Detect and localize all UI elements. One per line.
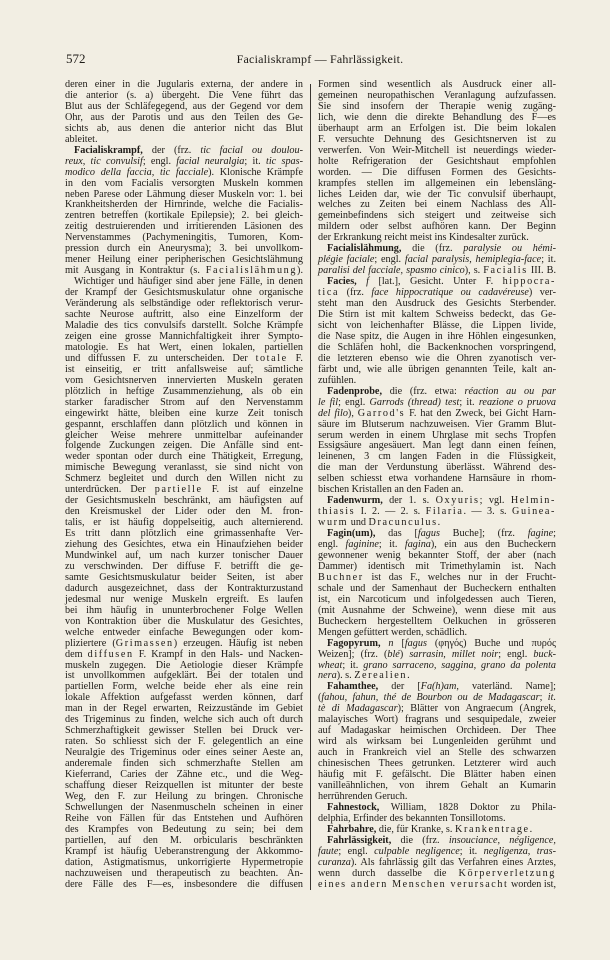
- text-run: William, 1828 Doktor zu Phila-: [379, 801, 556, 813]
- entry-headword: Facialiskrampf,: [74, 144, 143, 156]
- text-run: zeigen eine grosse Mannichfaltigkeit ihrer Sympto-: [65, 330, 303, 342]
- text-run: Wichtiger und häufiger sind aber jene Fälle, in denen: [74, 276, 303, 288]
- running-title: Facialiskrampf — Fahrlässigkeit.: [236, 52, 404, 66]
- italic-term: reux, tic convulsif: [65, 155, 143, 167]
- text-run: die (frz.: [391, 834, 449, 846]
- italic-term: tic spas-: [266, 155, 303, 167]
- text-run: das [: [375, 528, 418, 540]
- text-run: färbt und, wie alle übrigen genannten Teile, kalt an-: [318, 363, 556, 375]
- text-run: ). s.: [336, 670, 355, 682]
- text-run: bei ihm häufig in ununterbrochener Folge Wellen: [65, 604, 303, 616]
- entry-headword: Fahrlässigkeit,: [327, 834, 392, 846]
- text-run: pression durch ein Aneurysma); 3. bei unvollkom-: [65, 243, 303, 255]
- text-run: Ohr, aus der Parotis und aus den Teilen des Ge-: [65, 111, 303, 123]
- text-run: gespannt, erschlaffen dann plötzlich und können in: [65, 418, 303, 430]
- text-run: partiellen, auf den M. orbicularis beschränkten: [65, 834, 303, 846]
- text-run: herrührenden Geruch.: [318, 790, 408, 802]
- text-run: ; engl.: [338, 396, 370, 408]
- text-run: zufühlen.: [318, 374, 357, 386]
- text-run: ; engl.: [338, 845, 375, 857]
- text-run: mimische Bewegung veranlasst, sie sind nicht von: [65, 462, 303, 474]
- text-run: jedesmal nur wenige Muskeln ergreift. Es laufen: [65, 593, 303, 605]
- spaced-reference: totale: [255, 352, 288, 364]
- text-run: Veränderung als selbständige oder reflektorisch verur-: [65, 298, 303, 310]
- text-run: (: [318, 692, 322, 704]
- spaced-reference: Grimassen: [115, 637, 174, 649]
- text-run: ;: [539, 692, 548, 704]
- text-run: die letzteren ebenso wie die Ohren zyanotisch ver-: [318, 352, 556, 364]
- text-run: Es tritt dann plötzlich eine grimassenhafte Ver-: [65, 528, 303, 540]
- text-run: Weg, den F. zur Heilung zu bringen. Chronische: [65, 790, 303, 802]
- spaced-reference: partielle: [154, 484, 203, 496]
- text-run: folgende Zuckungen zeigen. Die Anfälle sind ent-: [65, 440, 303, 452]
- spaced-reference: hippocra-: [502, 276, 556, 288]
- entry-headword: Facialislähmung,: [327, 243, 402, 255]
- text-run: den Kreismuskel der Lider oder den M. fron-: [65, 506, 303, 518]
- text-run: neben Parese oder Lähmung dieser Muskeln vor: 1. bei: [65, 188, 303, 200]
- entry-headword: Fahamthee,: [327, 681, 379, 693]
- text-run: deren einer in die Jugularis externa, der andere in: [65, 79, 303, 90]
- text-run: talis, er ist häufig doppelseitig, auch alternierend.: [65, 517, 303, 529]
- text-run: überhaupt arm an Erfolgen ist. Die beim lokalen: [318, 122, 556, 134]
- italic-term: curanza: [318, 856, 351, 868]
- text-run: .: [529, 823, 533, 835]
- italic-term: le fil: [318, 396, 339, 408]
- text-run: Die Stirn ist mit kaltem Schweiss bedeckt, das Ge-: [318, 309, 556, 321]
- text-run: Weizen]; (frz. (: [318, 648, 388, 660]
- entry-headword: Fahrbahre,: [327, 823, 377, 835]
- italic-term: tè di Madagascar: [318, 703, 398, 715]
- text-run: .: [407, 670, 410, 682]
- italic-term: fahou, fahun, thé de Bourbon ou de Madagascar: [321, 692, 540, 704]
- entry-headword: Facies,: [327, 276, 357, 288]
- text-run: ; it.: [342, 659, 364, 671]
- text-run: matologie. Es hat Wert, einen lokalen, partiellen: [65, 341, 303, 353]
- text-run: mit Ausgang in Kontraktur (s.: [65, 265, 206, 277]
- italic-term: faute: [318, 845, 339, 857]
- text-run: , vaterländ. Name];: [456, 681, 557, 693]
- text-run: die Schläfen hohl, die Backenknochen vorspringend,: [318, 341, 556, 353]
- text-run: der (frz.: [142, 144, 201, 156]
- text-run: Buche]; (frz.: [439, 528, 528, 540]
- italic-term: f: [366, 276, 369, 288]
- italic-term: paralisi del facciale, spasmo cinico: [318, 265, 465, 277]
- spaced-reference: tica: [318, 287, 340, 299]
- text-run: verwerfen. Von Weir-Mitchell ist neuerdings wieder-: [318, 144, 556, 156]
- text-run: Neuralgie des Trigeminus oder eines seiner Aeste an,: [65, 747, 303, 759]
- text-run: Maladie des tics convulsifs darstellt. Solche Krämpfe: [65, 319, 303, 331]
- italic-term: wheat: [318, 659, 343, 671]
- text-run: muskeln zugegen. Die Aetiologie dieser Krämpfe: [65, 659, 303, 671]
- text-run: pliziertere (: [65, 637, 116, 649]
- text-run: serum werden in einem Uhrglase mit sechs Tropfen: [318, 429, 556, 441]
- text-run: lokale Affektion aufgefasst werden können, darf: [65, 692, 303, 704]
- italic-term: sarrasin, millet noir: [409, 648, 499, 660]
- text-run: ; it.: [378, 539, 405, 551]
- text-run: der Krampf der Gesichtsmuskulatur ohne organische: [65, 287, 303, 299]
- text-run: der 1. s.: [382, 495, 436, 507]
- text-run: samte Gesichtsmuskulatur beider Seiten, ist aber: [65, 571, 303, 583]
- text-run: wird als wirksam bei Lungenleiden gerühmt und: [318, 736, 556, 748]
- text-run: F. ist auf einzelne: [202, 484, 304, 496]
- text-run: III. B.: [527, 265, 556, 277]
- text-run: und diffussen F. zu unterscheiden. Der: [65, 352, 256, 364]
- text-run: der Gesichtsmuskeln beschränkt, am häufigsten auf: [65, 495, 303, 507]
- entry-headword: Fagin(um),: [327, 528, 376, 540]
- italic-term: facial paralysis, hemiplegia-face: [404, 254, 542, 266]
- text-run: gewonnener wenig bekannter Stoff, der aber (nach: [318, 549, 556, 561]
- text-run: ; it.: [541, 254, 557, 266]
- italic-term: fagus: [417, 528, 440, 540]
- italic-term: reazione o pruova: [478, 396, 556, 408]
- italic-term: modico della faccia, tic facciale: [65, 166, 209, 178]
- text-run: F.: [287, 352, 303, 364]
- text-run: die Nase spitz, die Augen in ihre Höhlen eingesunken,: [318, 330, 556, 342]
- text-run: ; engl.: [374, 254, 405, 266]
- page-number: 572: [66, 51, 86, 66]
- text-run: ; it.: [244, 155, 267, 167]
- text-run: sichts ab, aus denen die anterior nicht das Blut: [65, 122, 303, 134]
- text-line: [65, 880, 303, 891]
- text-run: Essigsäure angesäuert. Man legt dann einen feinen,: [318, 440, 556, 452]
- text-line: [65, 124, 303, 135]
- entry-headword: Fagopyrum,: [327, 637, 381, 649]
- text-run: mener Heilung einer peripherischen Gesichtslähmung: [65, 254, 303, 266]
- right-column: [318, 80, 556, 891]
- text-run: (frz.: [339, 287, 372, 299]
- text-run: sicht von leichenhafter Blässe, die Lippen livide,: [318, 319, 556, 331]
- italic-term: réaction au ou par: [464, 385, 556, 397]
- text-run: worden ist,: [508, 878, 556, 890]
- text-run: raten. So schliesst sich der F. gelegentlich an eine: [65, 736, 303, 748]
- text-run: steht man den Ausdruck des Gesichts Sterbender.: [318, 298, 556, 310]
- text-run: auch in Frankreich viel an Stelle des schwarzen: [318, 747, 556, 759]
- text-run: F. versuchte Dehnung des Gesichtsnerven ist zu: [318, 133, 556, 145]
- text-run: mildern oder selbst aufhören kann. Der Beginn: [318, 221, 556, 233]
- italic-term: culpable negligence: [374, 845, 460, 857]
- text-run: weder spontan oder durch eine Thätigkeit, Erregung,: [65, 451, 303, 463]
- text-run: des Trigeminus zu finden, welche sich auch oft durch: [65, 714, 303, 726]
- text-run: zeitig destruierenden und irritierenden Läsionen des: [65, 221, 303, 233]
- text-run: ziehung des Gesichtes, etwa ein Hinaufziehen beider: [65, 539, 303, 551]
- text-run: die anterior (s. a) übergeht. Die Vene führt das: [65, 89, 303, 101]
- text-run: welche entweder einfache Bewegungen oder kom-: [65, 626, 303, 638]
- text-run: die (frz.: [401, 243, 464, 255]
- text-run: delphia, Erfinder des bekannten Tonsillotoms.: [318, 812, 506, 824]
- spaced-reference: diffusen: [87, 648, 134, 660]
- text-run: ist einseitig, er tritt anfallsweise auf; sämtliche: [65, 363, 303, 375]
- left-column: [65, 80, 303, 891]
- text-run: säure im Blutserum nachzuweisen. Vier Gramm Blut-: [318, 418, 556, 430]
- text-run: häufig mit F. gefälscht. Die Blätter haben einen: [318, 769, 556, 781]
- text-run: krampfes stellen im allgemeinen ein lebensläng-: [318, 177, 556, 189]
- text-run: Nervenstammes (Pachymeningitis, Tumoren, Kom-: [65, 232, 303, 244]
- text-run: engl.: [318, 539, 346, 551]
- italic-term: negligenza, tras-: [483, 845, 557, 857]
- italic-term: plégie faciale: [318, 254, 375, 266]
- text-run: Schwellungen der Nasenmuscheln scheinen in einer: [65, 801, 303, 813]
- spaced-reference: Facialis: [483, 265, 528, 277]
- text-run: I. 2. — 2. s.: [355, 506, 426, 518]
- spaced-reference: Krankentrage: [455, 823, 530, 835]
- text-run: und: [348, 517, 369, 529]
- text-run: vanilleähnlichen, von ihrem Gehalt an Kumarin: [318, 780, 556, 791]
- italic-term: blé: [387, 648, 400, 660]
- text-run: .: [437, 517, 441, 529]
- text-run: ),: [347, 407, 358, 419]
- text-run: ; engl.: [498, 648, 534, 660]
- text-run: der Erkrankung reicht meist ins Kindesalter zurück.: [318, 232, 529, 244]
- spaced-reference: Facialislähmung: [205, 265, 298, 277]
- italic-term: it.: [547, 692, 556, 704]
- italic-term: n: [388, 637, 394, 649]
- italic-term: tic facial ou doulou-: [200, 144, 303, 156]
- italic-term: fagina: [404, 539, 431, 551]
- italic-term: Fa(h)am: [420, 681, 457, 693]
- text-run: schale und der Samenhaut der Bucheckern enthalten: [318, 582, 556, 594]
- text-run: chinesischen Thees getrunken. Letzterer wird auch: [318, 758, 556, 770]
- entry-headword: Fahnestock,: [327, 801, 380, 813]
- italic-term: faginine: [345, 539, 379, 551]
- text-run: leinenen, 3 cm langen Faden in die Flüssigkeit,: [318, 451, 556, 463]
- text-run: . — 3. s.: [463, 506, 512, 518]
- text-run: ; engl.: [142, 155, 177, 167]
- italic-term: nera: [318, 670, 337, 682]
- text-run: auf Madagaskar heimischen Orchideen. Der Thee: [318, 725, 556, 737]
- text-run: Bucheckern hergestelltem Oelkuchen in grösseren: [318, 615, 556, 627]
- text-run: ) erzeugen. Häufig ist neben: [173, 637, 303, 649]
- text-run: Schmerz begleitet und durch den Willen nicht zu: [65, 473, 303, 485]
- text-run: welches zu Zeiten bei einem Nachlass des All-: [318, 199, 556, 211]
- text-run: ): [399, 648, 410, 660]
- spaced-reference: Zerealien: [354, 670, 408, 682]
- text-run: selben schiesst etwa vorhandene Harnsäure in rhom-: [318, 473, 556, 485]
- text-run: ). Klonische Krämpfe: [208, 166, 303, 178]
- text-run: ), s.: [464, 265, 484, 277]
- entry-headword: Fadenprobe,: [327, 385, 383, 397]
- text-run: der [: [378, 681, 421, 693]
- text-run: ); Blätter von Angraecum (Angrek,: [397, 703, 556, 715]
- text-run: Krankheitsherden der Hirnrinde, welche die Facialis-: [65, 199, 303, 211]
- text-run: worden. — Die diffusen Formen des Gesichts-: [318, 166, 556, 178]
- spaced-reference: Dracunculus: [368, 517, 438, 529]
- entry-headword: Fadenwurm,: [327, 495, 383, 507]
- text-run: ) ver-: [528, 287, 556, 299]
- text-run: holte Refrigeration der Gesichtshaut empfohlen: [318, 155, 556, 167]
- text-run: von Kontraktion über die Muskulatur des Gesichtes,: [65, 615, 303, 627]
- text-run: [lat.], Gesicht. Unter F.: [369, 276, 503, 288]
- text-run: Reihe von Fällen für das Entstehen und Aufhören: [65, 812, 303, 824]
- text-run: schaffung dieser Reizquellen ist mitunter der beste: [65, 780, 303, 791]
- text-line: [318, 880, 556, 891]
- text-run: malayisches Wort) fragrans und sesquipedale, zweier: [318, 714, 556, 726]
- text-run: vom Gesichtsnerven innervierten Muskeln geraten: [65, 374, 303, 386]
- spaced-reference: Oxyuris: [435, 495, 480, 507]
- italic-term: grano sarraceno, saggina, grano da polenta: [363, 659, 556, 671]
- text-run: lich, wie denn die direkte Behandlung des F—es: [318, 111, 556, 123]
- text-run: dere Fälle des F—es, insbesondere die diffusen: [65, 878, 303, 890]
- text-run: die man der Verdunstung überlässt. Während des-: [318, 462, 556, 474]
- text-run: ist unvollkommen aufgeklärt. Bei der totalen und: [65, 670, 303, 682]
- text-run: Sie sind insofern der Therapie wenig zugäng-: [318, 100, 556, 112]
- spaced-reference: Garrod's: [357, 407, 406, 419]
- text-run: man in der Regel erwarten, Reizzustände im Gebiet: [65, 703, 303, 715]
- text-run: ). Als fahrlässig gilt das Verfahren eines Arztes,: [350, 856, 556, 868]
- text-run: ; it.: [459, 845, 484, 857]
- text-run: unterdrücken. Der: [65, 484, 155, 496]
- text-run: zu verschwinden. Der diffuse F. betrifft die ge-: [65, 560, 303, 572]
- text-run: ; vgl.: [479, 495, 511, 507]
- text-run: Krampf ist häufig Ueberanstrengung der Akkommo-: [65, 845, 303, 857]
- italic-term: insouciance, négligence,: [448, 834, 556, 846]
- text-run: nachzuweisen und therapeutisch zu beachten. An-: [65, 867, 303, 879]
- text-run: wenn durch dasselbe die: [318, 867, 459, 879]
- text-run: ), ein aus den Bucheckern: [430, 539, 556, 551]
- spaced-reference: wurm: [318, 517, 349, 529]
- spaced-reference: Filaria: [425, 506, 464, 518]
- text-run: starker faradischer Strom auf den Nervenstamm: [65, 396, 303, 408]
- italic-term: facial neuralgia: [176, 155, 245, 167]
- text-run: gemeinen neuropathischen Veranlagung aufzufassen.: [318, 89, 556, 101]
- text-run: Kieferrand, Caries der Zähne etc., und die Weg-: [65, 769, 303, 781]
- column-divider: [310, 84, 311, 890]
- text-run: dem: [65, 648, 88, 660]
- italic-term: fagine: [527, 528, 554, 540]
- text-run: Schmerzhaftigkeit gewisser Stellen bei Druck ver-: [65, 725, 303, 737]
- text-run: eingewirkt hätte, bleiben eine kurze Zeit tonisch: [65, 407, 303, 419]
- text-run: anderemale finden sich schmerzhafte Stellen am: [65, 758, 303, 770]
- spaced-reference: thiasis: [318, 506, 356, 518]
- spaced-reference: Guinea-: [512, 506, 557, 518]
- italic-term: buck-: [533, 648, 556, 660]
- text-run: in den vom Facialis versorgten Muskeln kommen: [65, 177, 303, 189]
- text-run: ).: [297, 265, 303, 277]
- text-run: die (frz. etwa:: [382, 385, 465, 397]
- spaced-reference: Buchner: [318, 571, 364, 583]
- text-run: ableitet.: [65, 133, 98, 145]
- italic-term: fagus: [404, 637, 427, 649]
- text-run: gleicher Weise mehrere unmittelbar aufeinander: [65, 429, 303, 441]
- text-run: liches Leiden dar, wie der Tic convulsif überhaupt,: [318, 188, 556, 200]
- text-run: bischen Kristallen an den Faden an.: [318, 484, 464, 496]
- text-run: Blut aus der Schläfegegend, aus der Gegend vor dem: [65, 100, 303, 112]
- text-run: ist das F., welches nur in der Frucht-: [363, 571, 556, 583]
- spaced-reference: eines andern Menschen verursacht: [318, 878, 509, 890]
- text-run: dadurch ausgezeichnet, dass der Kontrakturzustand: [65, 582, 303, 594]
- text-run: Dammer) identisch mit Trimethylamin ist. Nach: [318, 560, 556, 572]
- italic-term: Garrods (thread) test: [369, 396, 460, 408]
- italic-term: paralysie ou hémi-: [463, 243, 556, 255]
- text-run: des Krampfes von Bedeutung zu sein; bei dem: [65, 823, 303, 835]
- text-run: [357, 276, 366, 287]
- text-run: ist, ein Narcoticum und infolgedessen auch Tieren,: [318, 593, 556, 605]
- text-run: partiellen Form, welche beide eher als eine rein: [65, 681, 303, 693]
- spaced-reference: Helmin-: [510, 495, 556, 507]
- text-run: Mengen gefüttert werden, schädlich.: [318, 626, 468, 638]
- text-run: [: [393, 637, 405, 649]
- spaced-reference: Körperverletzung: [458, 867, 556, 879]
- text-run: plötzlich in heftige Zusammenziehung, als ob ein: [65, 385, 303, 397]
- text-run: zentren betreffen (kortikale Epilepsie); 2. bei gleich-: [65, 210, 303, 222]
- text-run: (φηγός) Buche und πυρός: [426, 637, 556, 649]
- text-run: F. Krampf in den Hals- und Nacken-: [133, 648, 303, 660]
- italic-term: del filo: [318, 407, 348, 419]
- text-run: F. hat den Zweck, bei Gicht Harn-: [405, 407, 557, 419]
- italic-term: face hippocratique ou cadavéreuse: [371, 287, 529, 299]
- text-run: ;: [553, 528, 556, 540]
- text-run: die, für Kranke, s.: [376, 823, 455, 835]
- text-run: dation, Astigmatismus, unkorrigierte Hypermetropie: [65, 856, 303, 868]
- text-run: sachte Neurose auftritt, also eine Einzelform der: [65, 309, 303, 321]
- text-run: ; it.: [459, 396, 479, 408]
- text-run: gemeinbefindens sich steigert und zeitweise sich: [318, 210, 556, 222]
- text-run: Mundwinkel auf, um nach kurzer tonischer Dauer: [65, 549, 303, 561]
- text-run: Formen sind wesentlich als Ausdruck einer all-: [318, 79, 556, 90]
- text-run: (mit Ausnahme der Schweine), wenn diese mit aus: [318, 604, 556, 616]
